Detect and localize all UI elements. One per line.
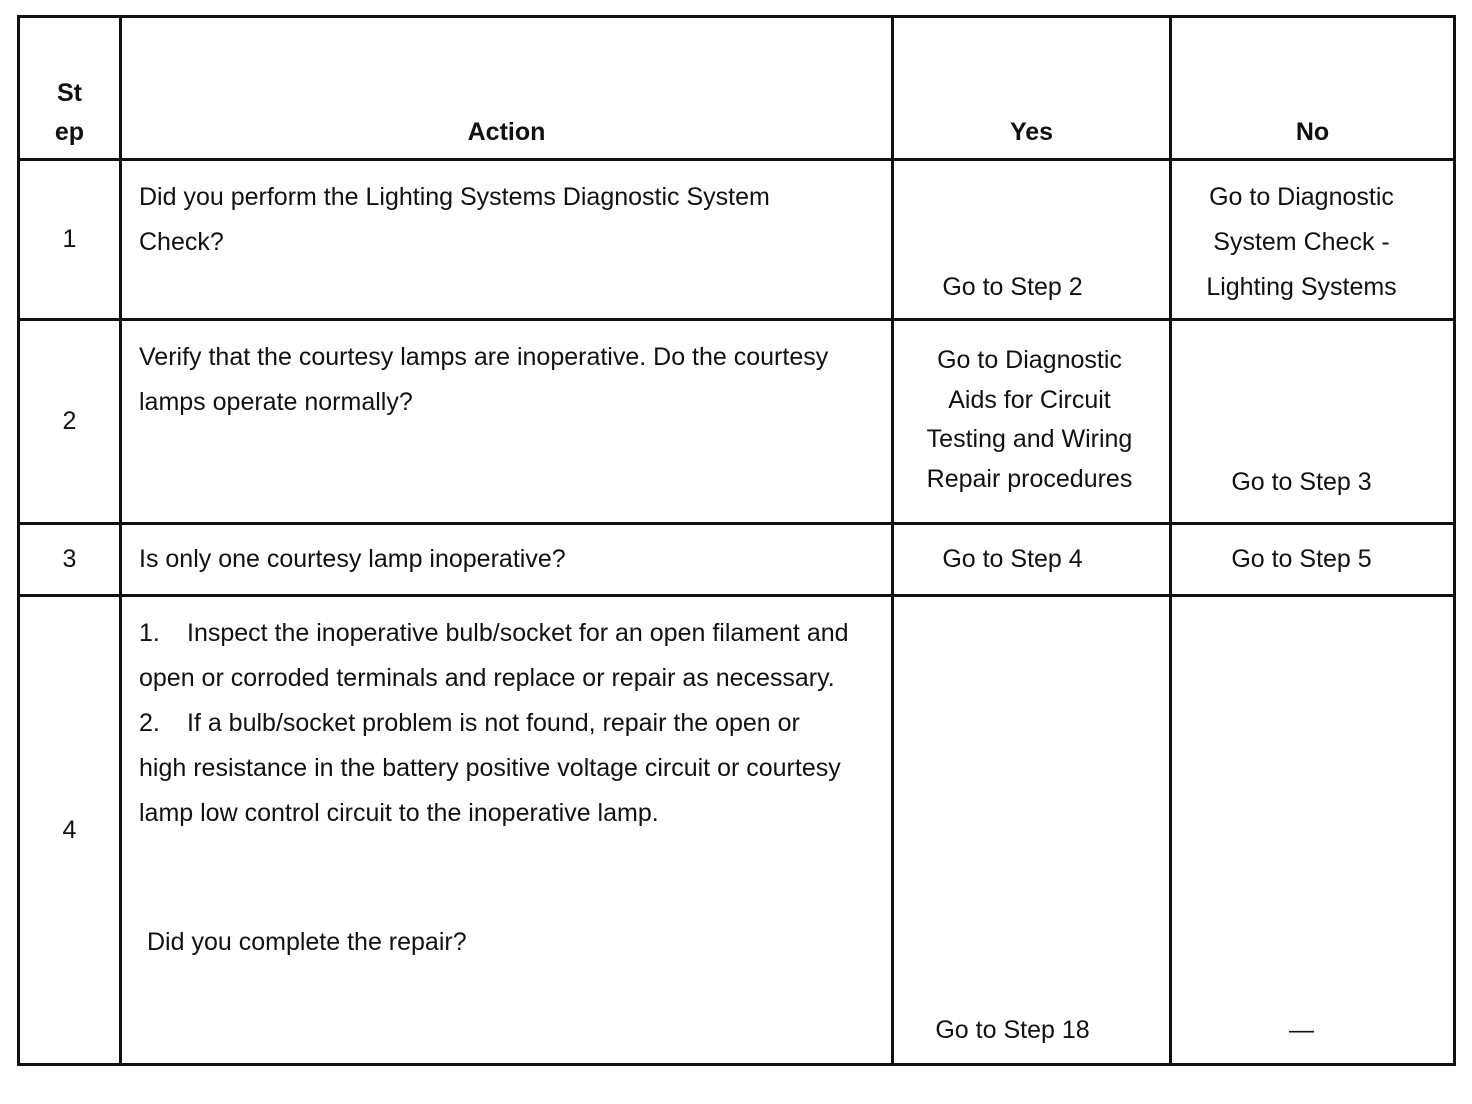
step-number: 3 xyxy=(19,524,121,596)
no-result: Go to Step 5 xyxy=(1171,524,1455,596)
action-question: Did you complete the repair? xyxy=(147,928,467,956)
table-row xyxy=(19,160,1455,320)
yes-result xyxy=(893,320,1171,524)
action-text: Verify that the courtesy lamps are inoperative. Do the courtesy lamps operate normally? xyxy=(121,320,893,524)
step-number: 1 xyxy=(19,160,121,320)
table-row xyxy=(19,596,1455,1065)
item-number: 1. xyxy=(139,619,160,647)
step-number: 4 xyxy=(19,596,121,1065)
step-number: 2 xyxy=(19,320,121,524)
item-number: 2. xyxy=(139,709,160,737)
header-step-line1: St xyxy=(57,79,82,107)
action-text: Did you perform the Lighting Systems Diagnostic System Check? xyxy=(121,160,893,320)
table-row xyxy=(19,524,1455,596)
action-list-item xyxy=(139,611,851,701)
no-result: Go to Step 3 xyxy=(1171,320,1455,524)
no-result: — xyxy=(1171,596,1455,1065)
yes-result-line: Testing and Wiring xyxy=(926,425,1133,453)
header-no: No xyxy=(1171,17,1455,160)
table-row xyxy=(19,320,1455,524)
item-text: If a bulb/socket problem is not found, repair the open or high resistance in the battery positive voltage circuit or courtesy lamp low control circuit to the inoperative lamp. xyxy=(139,709,841,827)
action-text: Is only one courtesy lamp inoperative? xyxy=(121,524,893,596)
yes-result-line: Go to Diagnostic xyxy=(937,346,1122,374)
diagnostic-table xyxy=(17,15,1456,1066)
header-yes: Yes xyxy=(893,17,1171,160)
yes-result: Go to Step 2 xyxy=(893,160,1171,320)
action-text xyxy=(121,596,893,1065)
header-row xyxy=(19,17,1455,160)
yes-result: Go to Step 4 xyxy=(893,524,1171,596)
yes-result-line: Aids for Circuit xyxy=(948,385,1111,414)
yes-result-line: Repair procedures xyxy=(926,464,1133,493)
action-list-item xyxy=(139,701,851,836)
no-result xyxy=(1171,160,1455,320)
header-step xyxy=(19,17,121,160)
header-step-line2: ep xyxy=(54,118,85,146)
no-result-line: Go to Diagnostic xyxy=(1209,183,1394,211)
no-result-line: Lighting Systems xyxy=(1206,273,1397,301)
item-text: Inspect the inoperative bulb/socket for an open filament and open or corroded terminals and replace or repair as necessary. xyxy=(139,619,849,692)
yes-result: Go to Step 18 xyxy=(893,596,1171,1065)
no-result-line: System Check - xyxy=(1213,228,1390,256)
header-action: Action xyxy=(121,17,893,160)
